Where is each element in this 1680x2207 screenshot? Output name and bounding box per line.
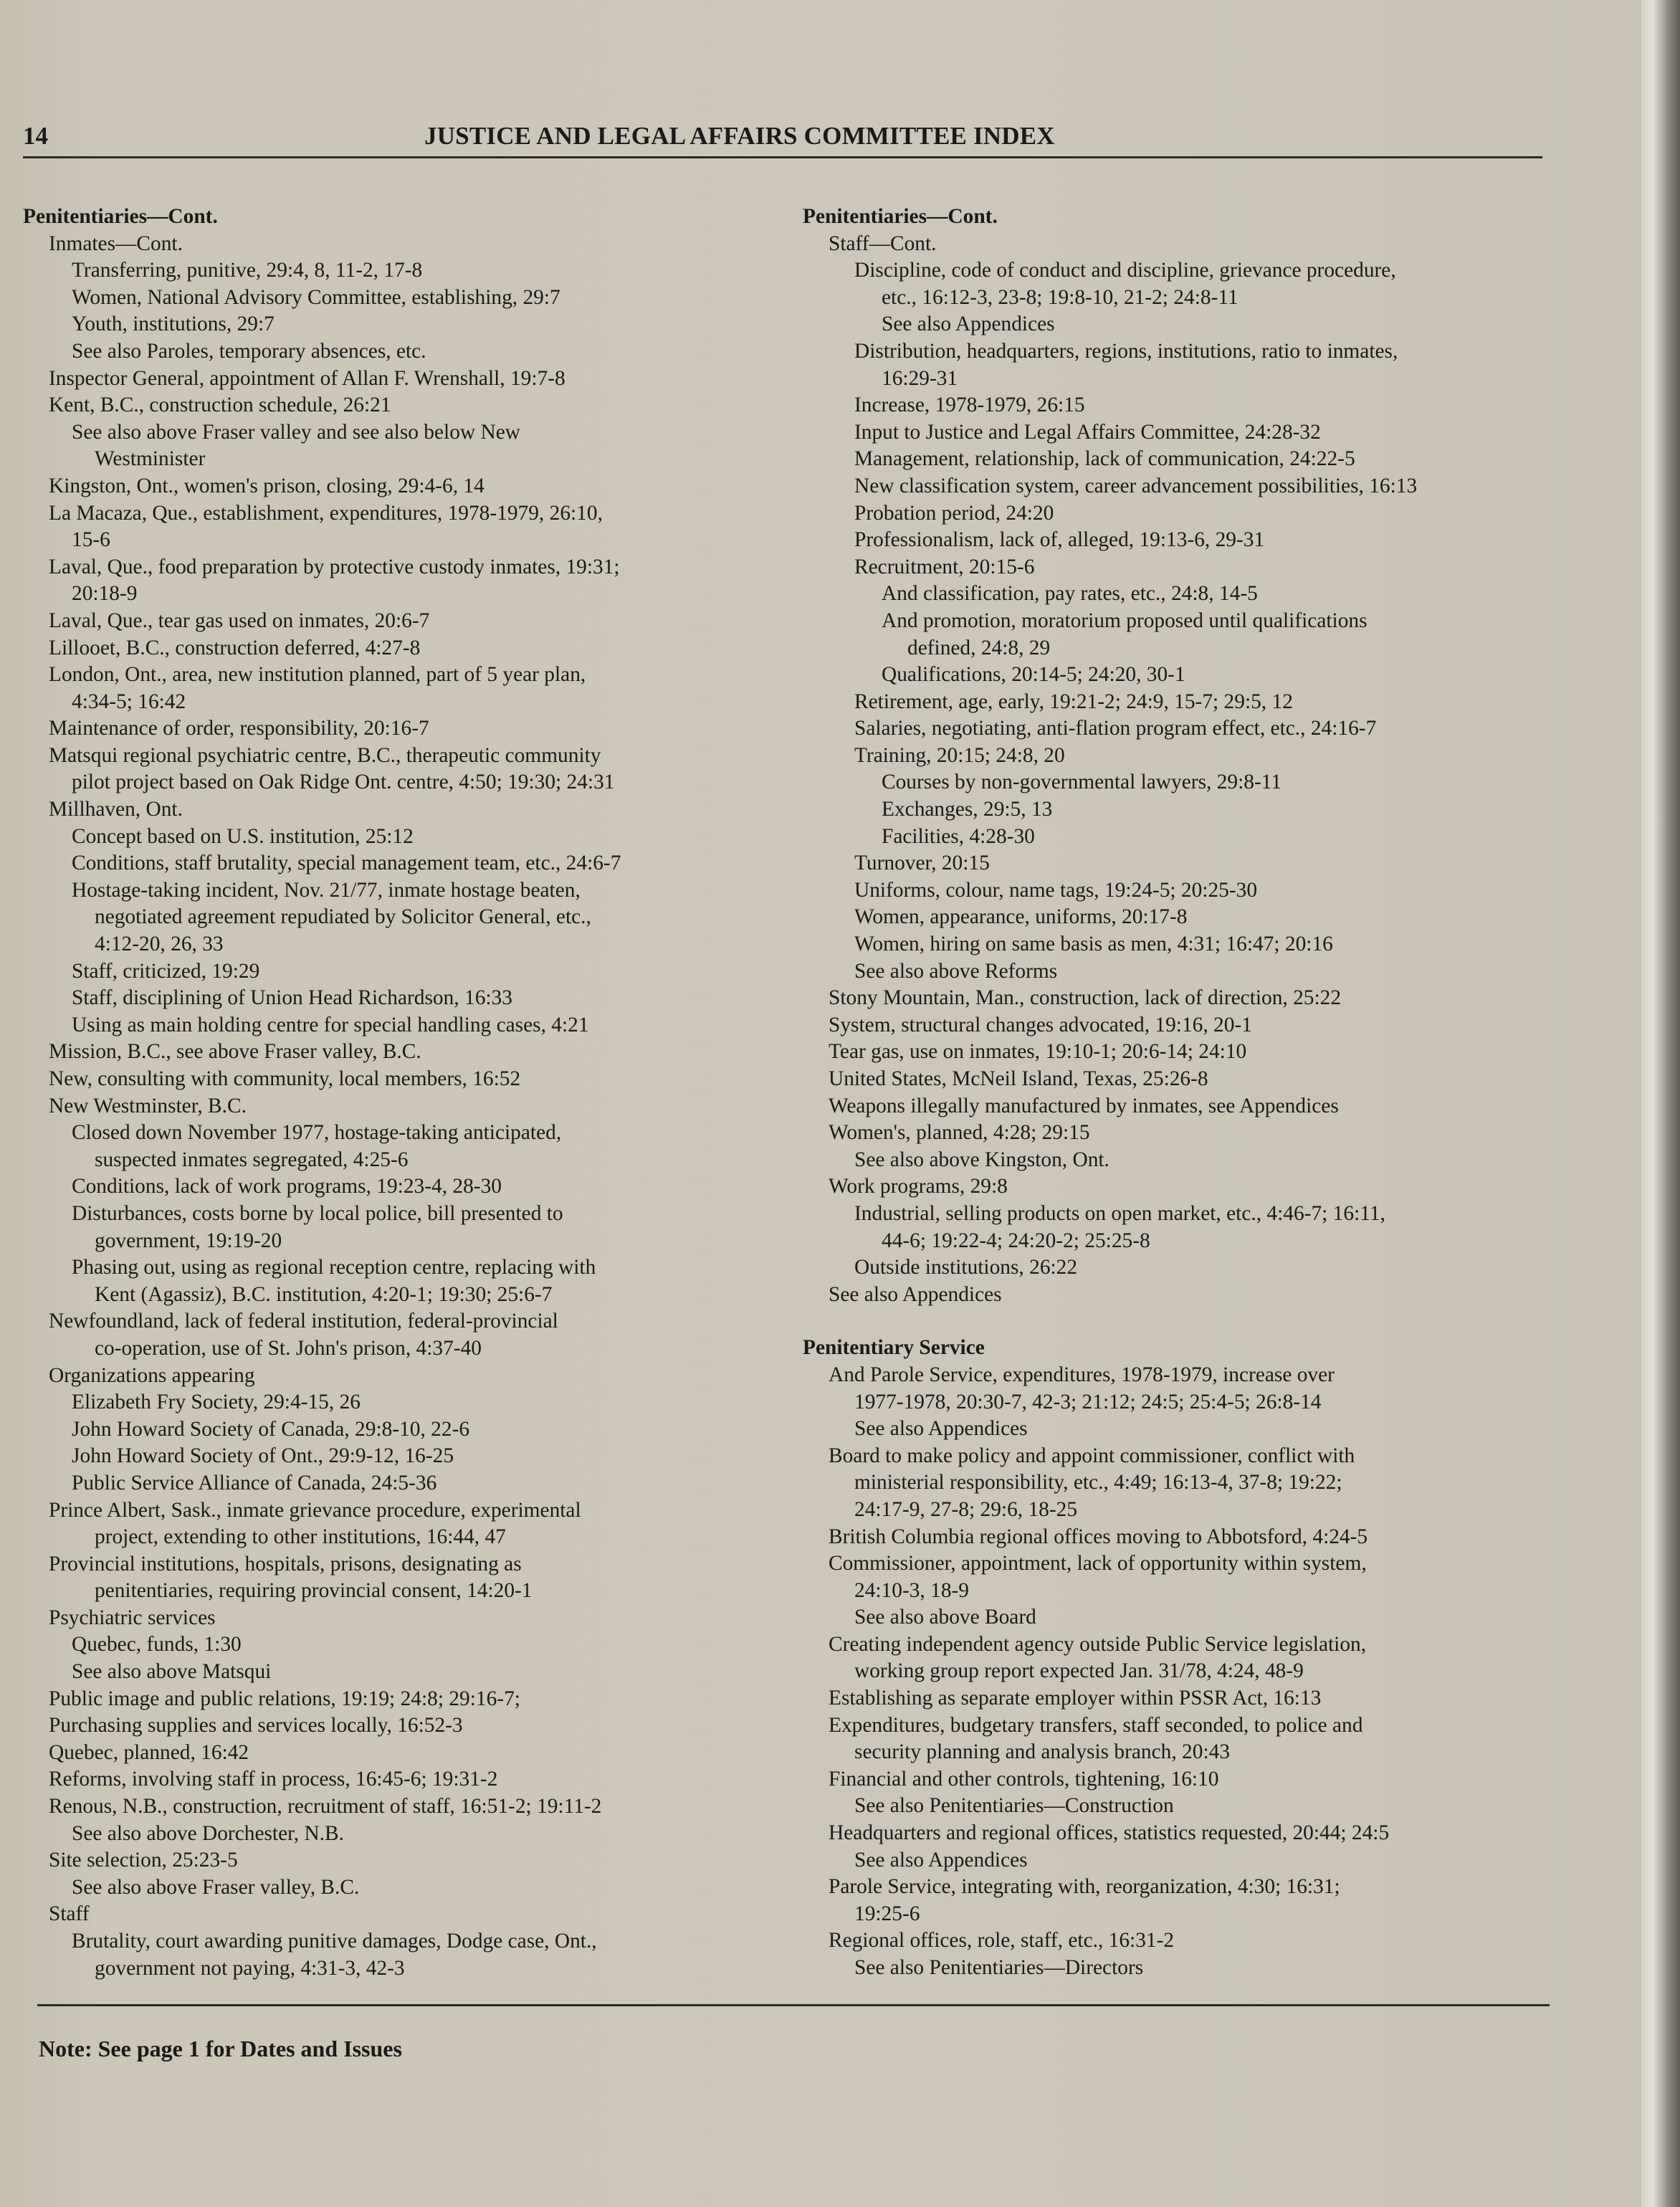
- index-entry: See also above Matsqui: [72, 1660, 272, 1684]
- page-edge-shadow: [1641, 0, 1680, 2207]
- page-number: 14: [23, 122, 48, 150]
- index-entry: System, structural changes advocated, 19:16, 20-1: [829, 1013, 1252, 1036]
- index-entry: Staff: [49, 1902, 90, 1926]
- index-entry: See also Appendices: [829, 1282, 1002, 1306]
- index-heading: Penitentiaries—Cont.: [23, 205, 218, 228]
- index-entry: United States, McNeil Island, Texas, 25:26-8: [829, 1067, 1208, 1090]
- index-entry: ministerial responsibility, etc., 4:49; 16:13-4, 37-8; 19:22;: [854, 1471, 1342, 1495]
- index-entry: New Westminster, B.C.: [49, 1094, 247, 1117]
- index-entry: Board to make policy and appoint commissioner, conflict with: [829, 1444, 1355, 1467]
- index-entry: etc., 16:12-3, 23-8; 19:8-10, 21-2; 24:8-11: [882, 285, 1238, 309]
- index-entry: Site selection, 25:23-5: [49, 1849, 238, 1872]
- index-entry: And Parole Service, expenditures, 1978-1979, increase over: [829, 1363, 1335, 1386]
- index-entry: Newfoundland, lack of federal institution, federal-provincial: [49, 1310, 558, 1333]
- index-entry: Prince Albert, Sask., inmate grievance procedure, experimental: [49, 1498, 581, 1522]
- index-entry: co-operation, use of St. John's prison, 4:37-40: [95, 1336, 482, 1360]
- index-entry: Distribution, headquarters, regions, institutions, ratio to inmates,: [854, 339, 1398, 363]
- index-entry: Exchanges, 29:5, 13: [882, 798, 1053, 821]
- index-heading: Penitentiary Service: [803, 1336, 985, 1360]
- index-entry: Facilities, 4:28-30: [882, 824, 1035, 848]
- index-entry: government, 19:19-20: [95, 1229, 282, 1252]
- index-entry: See also above Reforms: [854, 959, 1058, 983]
- index-entry: Women, hiring on same basis as men, 4:31; 16:47; 20:16: [854, 933, 1333, 956]
- index-entry: Phasing out, using as regional reception centre, replacing with: [72, 1256, 596, 1279]
- index-entry: Increase, 1978-1979, 26:15: [854, 394, 1085, 417]
- index-entry: 24:10-3, 18-9: [854, 1578, 969, 1602]
- index-entry: Conditions, lack of work programs, 19:23-4, 28-30: [72, 1175, 502, 1198]
- index-entry: Purchasing supplies and services locally, 16:52-3: [49, 1714, 463, 1738]
- index-entry: Renous, N.B., construction, recruitment of staff, 16:51-2; 19:11-2: [49, 1795, 602, 1818]
- index-entry: 16:29-31: [882, 366, 958, 390]
- index-entry: Laval, Que., food preparation by protective custody inmates, 19:31;: [49, 555, 620, 578]
- index-entry: Closed down November 1977, hostage-taking anticipated,: [72, 1121, 562, 1145]
- index-entry: Conditions, staff brutality, special management team, etc., 24:6-7: [72, 852, 621, 875]
- index-entry: See also Appendices: [854, 1417, 1028, 1441]
- index-entry: New classification system, career advancement possibilities, 16:13: [854, 474, 1418, 497]
- index-entry: Salaries, negotiating, anti-flation program effect, etc., 24:16-7: [854, 717, 1377, 740]
- index-entry: Courses by non-governmental lawyers, 29:8-11: [882, 771, 1282, 794]
- index-entry: Staff, disciplining of Union Head Richardson, 16:33: [72, 986, 512, 1010]
- index-entry: Recruitment, 20:15-6: [854, 555, 1035, 578]
- index-entry: Quebec, planned, 16:42: [49, 1740, 249, 1764]
- index-entry: Industrial, selling products on open market, etc., 4:46-7; 16:11,: [854, 1201, 1385, 1225]
- index-entry: La Macaza, Que., establishment, expenditures, 1978-1979, 26:10,: [49, 501, 603, 525]
- index-entry: See also above Board: [854, 1606, 1036, 1629]
- index-entry: Psychiatric services: [49, 1606, 216, 1629]
- index-entry: Laval, Que., tear gas used on inmates, 20:6-7: [49, 609, 430, 632]
- index-entry: pilot project based on Oak Ridge Ont. centre, 4:50; 19:30; 24:31: [72, 771, 615, 794]
- index-entry: New, consulting with community, local members, 16:52: [49, 1067, 521, 1090]
- index-entry: Using as main holding centre for special handling cases, 4:21: [72, 1013, 589, 1036]
- index-entry: Maintenance of order, responsibility, 20:16-7: [49, 717, 429, 740]
- index-entry: Disturbances, costs borne by local police, bill presented to: [72, 1201, 563, 1225]
- index-entry: Weapons illegally manufactured by inmates, see Appendices: [829, 1094, 1339, 1117]
- index-entry: Matsqui regional psychiatric centre, B.C., therapeutic community: [49, 743, 601, 767]
- index-entry: Uniforms, colour, name tags, 19:24-5; 20:25-30: [854, 878, 1258, 902]
- index-entry: Inmates—Cont.: [49, 232, 183, 255]
- index-entry: Provincial institutions, hospitals, prisons, designating as: [49, 1552, 522, 1576]
- index-entry: Qualifications, 20:14-5; 24:20, 30-1: [882, 663, 1185, 687]
- index-entry: And promotion, moratorium proposed until qualifications: [882, 609, 1368, 632]
- index-entry: Commissioner, appointment, lack of opportunity within system,: [829, 1552, 1367, 1576]
- index-entry: Brutality, court awarding punitive damages, Dodge case, Ont.,: [72, 1930, 597, 1953]
- index-column-right: [803, 204, 1555, 1982]
- index-entry: negotiated agreement repudiated by Solicitor General, etc.,: [95, 905, 591, 929]
- index-heading: Penitentiaries—Cont.: [803, 205, 998, 228]
- index-entry: See also Penitentiaries—Construction: [854, 1794, 1174, 1818]
- index-entry: Kent (Agassiz), B.C. institution, 4:20-1; 19:30; 25:6-7: [95, 1282, 553, 1306]
- index-entry: Turnover, 20:15: [854, 852, 990, 875]
- index-entry: See also Appendices: [854, 1848, 1028, 1872]
- index-entry: penitentiaries, requiring provincial consent, 14:20-1: [95, 1579, 533, 1603]
- index-entry: 15-6: [72, 528, 110, 552]
- entry-spacer: [803, 1308, 1555, 1335]
- index-entry: security planning and analysis branch, 20:43: [854, 1740, 1231, 1764]
- index-entry: 4:12-20, 26, 33: [95, 933, 224, 956]
- index-entry: See also above Dorchester, N.B.: [72, 1821, 344, 1845]
- index-entry: John Howard Society of Canada, 29:8-10, 22-6: [72, 1417, 470, 1441]
- page-header: [23, 122, 1542, 158]
- index-entry: Quebec, funds, 1:30: [72, 1633, 242, 1657]
- index-entry: Inspector General, appointment of Allan F. Wrenshall, 19:7-8: [49, 366, 565, 390]
- index-entry: Probation period, 24:20: [854, 501, 1054, 525]
- index-entry: Mission, B.C., see above Fraser valley, B.C.: [49, 1040, 421, 1064]
- index-entry: Hostage-taking incident, Nov. 21/77, inmate hostage beaten,: [72, 878, 581, 902]
- index-entry: Professionalism, lack of, alleged, 19:13-6, 29-31: [854, 528, 1265, 552]
- index-entry: Expenditures, budgetary transfers, staff seconded, to police and: [829, 1713, 1363, 1737]
- index-entry: Reforms, involving staff in process, 16:45-6; 19:31-2: [49, 1768, 498, 1791]
- index-entry: Elizabeth Fry Society, 29:4-15, 26: [72, 1391, 361, 1414]
- index-entry: Input to Justice and Legal Affairs Committee, 24:28-32: [854, 420, 1321, 444]
- index-entry: Headquarters and regional offices, statistics requested, 20:44; 24:5: [829, 1821, 1390, 1845]
- index-entry: Work programs, 29:8: [829, 1175, 1008, 1198]
- index-entry: Kingston, Ont., women's prison, closing, 29:4-6, 14: [49, 474, 485, 497]
- index-entry: Outside institutions, 26:22: [854, 1256, 1078, 1279]
- index-entry: Public image and public relations, 19:19; 24:8; 29:16-7;: [49, 1687, 520, 1710]
- index-entry: Retirement, age, early, 19:21-2; 24:9, 15-7; 29:5, 12: [854, 690, 1293, 713]
- index-entry: Concept based on U.S. institution, 25:12: [72, 824, 414, 848]
- index-entry: And classification, pay rates, etc., 24:8, 14-5: [882, 582, 1258, 606]
- index-entry: Training, 20:15; 24:8, 20: [854, 743, 1065, 767]
- index-entry: See also Appendices: [882, 313, 1055, 336]
- index-entry: Organizations appearing: [49, 1363, 255, 1387]
- footer-note: Note: See page 1 for Dates and Issues: [39, 2036, 402, 2061]
- index-entry: 20:18-9: [72, 582, 138, 606]
- index-entry: 24:17-9, 27-8; 29:6, 18-25: [854, 1497, 1078, 1521]
- index-entry: Women, National Advisory Committee, establishing, 29:7: [72, 285, 560, 309]
- index-entry: See also above Fraser valley and see also below New: [72, 420, 520, 444]
- index-entry: Staff—Cont.: [829, 232, 937, 255]
- index-entry: project, extending to other institutions, 16:44, 47: [95, 1525, 506, 1549]
- index-entry: 44-6; 19:22-4; 24:20-2; 25:25-8: [882, 1229, 1150, 1252]
- index-entry: Financial and other controls, tightening, 16:10: [829, 1767, 1219, 1791]
- index-entry: John Howard Society of Ont., 29:9-12, 16-25: [72, 1444, 454, 1468]
- index-entry: suspected inmates segregated, 4:25-6: [95, 1148, 409, 1171]
- index-entry: Staff, criticized, 19:29: [72, 959, 260, 983]
- running-title: JUSTICE AND LEGAL AFFAIRS COMMITTEE INDEX: [424, 122, 1055, 150]
- index-entry: Tear gas, use on inmates, 19:10-1; 20:6-14; 24:10: [829, 1040, 1247, 1064]
- index-entry: Regional offices, role, staff, etc., 16:31-2: [829, 1929, 1175, 1953]
- index-entry: Lillooet, B.C., construction deferred, 4:27-8: [49, 636, 421, 659]
- index-entry: See also Paroles, temporary absences, etc.: [72, 339, 426, 363]
- index-column-left: [23, 204, 783, 1982]
- index-entry: Establishing as separate employer within PSSR Act, 16:13: [829, 1687, 1322, 1710]
- index-entry: 19:25-6: [854, 1902, 920, 1925]
- index-entry: See also above Kingston, Ont.: [854, 1148, 1109, 1171]
- index-entry: 4:34-5; 16:42: [72, 690, 186, 713]
- index-entry: Management, relationship, lack of communication, 24:22-5: [854, 447, 1355, 471]
- footer-rule: [37, 2004, 1550, 2006]
- index-entry: Millhaven, Ont.: [49, 798, 183, 821]
- index-entry: government not paying, 4:31-3, 42-3: [95, 1956, 405, 1980]
- index-entry: Public Service Alliance of Canada, 24:5-36: [72, 1471, 437, 1495]
- index-entry: Creating independent agency outside Public Service legislation,: [829, 1632, 1367, 1656]
- index-entry: Kent, B.C., construction schedule, 26:21: [49, 394, 391, 417]
- index-entry: See also Penitentiaries—Directors: [854, 1956, 1144, 1979]
- index-entry: Stony Mountain, Man., construction, lack of direction, 25:22: [829, 986, 1342, 1010]
- index-entry: Women, appearance, uniforms, 20:17-8: [854, 905, 1188, 929]
- index-entry: Women's, planned, 4:28; 29:15: [829, 1121, 1090, 1145]
- index-entry: See also above Fraser valley, B.C.: [72, 1875, 360, 1899]
- index-entry: Discipline, code of conduct and discipline, grievance procedure,: [854, 259, 1396, 282]
- index-entry: defined, 24:8, 29: [907, 636, 1051, 659]
- index-entry: working group report expected Jan. 31/78, 4:24, 48-9: [854, 1659, 1304, 1683]
- index-entry: London, Ont., area, new institution planned, part of 5 year plan,: [49, 663, 586, 687]
- index-entry: Westminister: [95, 447, 206, 471]
- index-entry: 1977-1978, 20:30-7, 42-3; 21:12; 24:5; 25:4-5; 26:8-14: [854, 1390, 1322, 1414]
- index-entry: British Columbia regional offices moving to Abbotsford, 4:24-5: [829, 1525, 1368, 1548]
- index-entry: Parole Service, integrating with, reorganization, 4:30; 16:31;: [829, 1875, 1340, 1899]
- index-entry: Transferring, punitive, 29:4, 8, 11-2, 17-8: [72, 259, 423, 282]
- index-entry: Youth, institutions, 29:7: [72, 313, 275, 336]
